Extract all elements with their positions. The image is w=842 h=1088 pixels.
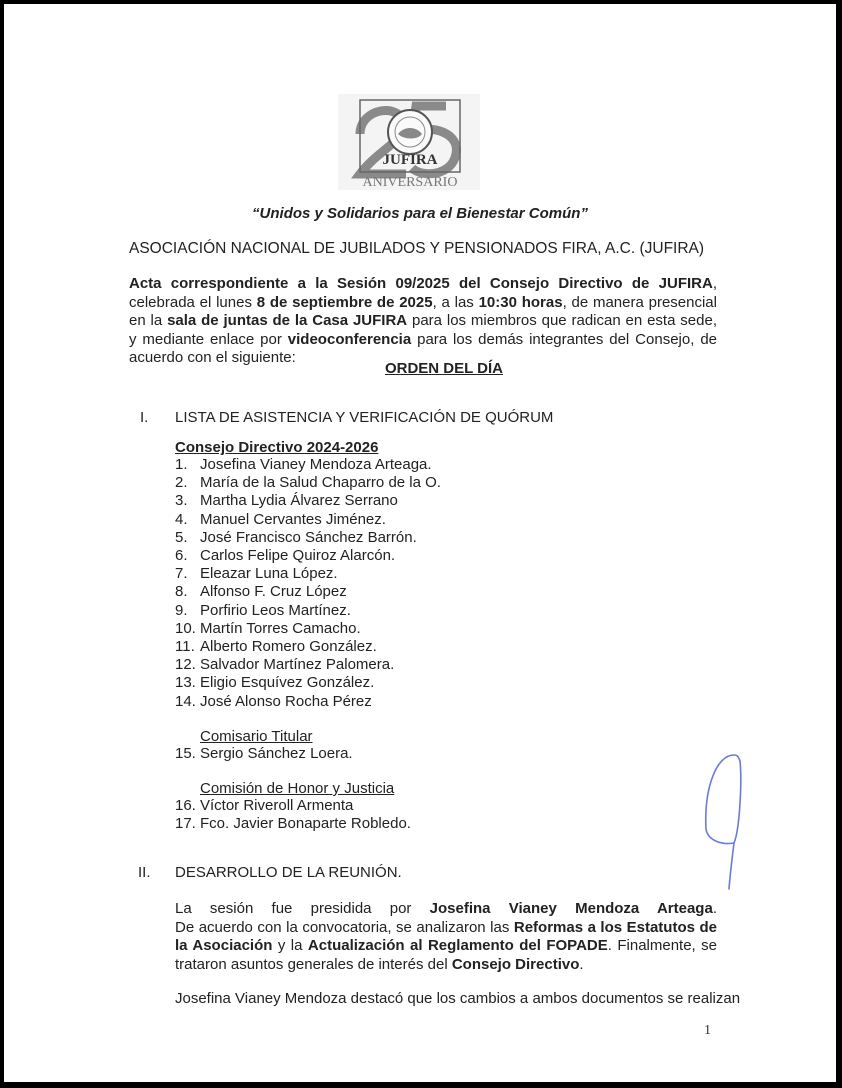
logo-subtitle: ANIVERSARIO bbox=[362, 175, 458, 190]
intro-text-8: para los miembros que radican en esta sede, y mediante enlace por bbox=[129, 312, 717, 348]
member-name: María de la Salud Chaparro de la O. bbox=[200, 474, 441, 492]
section-1-number: I. bbox=[140, 409, 149, 426]
member-name: Eleazar Luna López. bbox=[200, 565, 338, 583]
member-name: Salvador Martínez Palomera. bbox=[200, 656, 395, 674]
list-item-number: 4. bbox=[175, 510, 188, 528]
list-item bbox=[175, 638, 441, 656]
intro-paragraph bbox=[129, 275, 717, 368]
list-item-number: 17. bbox=[175, 815, 196, 833]
list-item bbox=[175, 674, 441, 692]
list-item-number: 11. bbox=[175, 638, 195, 656]
honor-heading: Comisión de Honor y Justicia bbox=[200, 780, 395, 797]
agenda-title: ORDEN DEL DÍA bbox=[384, 360, 504, 377]
fopade-update: Actualización al Reglamento del FOPADE bbox=[307, 937, 608, 954]
member-name: Víctor Riveroll Armenta bbox=[200, 797, 354, 814]
member-name: Sergio Sánchez Loera. bbox=[200, 745, 353, 762]
list-item bbox=[175, 583, 441, 601]
list-item bbox=[175, 529, 441, 547]
president-name: Josefina Vianey Mendoza Arteaga bbox=[429, 900, 713, 917]
list-item-number: 3. bbox=[175, 492, 188, 510]
list-item-number: 1. bbox=[175, 456, 188, 473]
para-text: La sesión fue presidida por bbox=[175, 900, 430, 917]
list-item bbox=[175, 474, 441, 492]
member-name: Alberto Romero González. bbox=[200, 638, 377, 656]
continuation-paragraph: Josefina Vianey Mendoza destacó que los cambios a ambos documentos se realizan bbox=[175, 990, 741, 1007]
handwritten-signature bbox=[694, 749, 774, 899]
intro-videoconference: videoconferencia bbox=[287, 330, 412, 348]
list-item bbox=[175, 815, 411, 833]
intro-text-2: , celebrada el lunes bbox=[129, 275, 717, 311]
section-2-number: II. bbox=[138, 864, 151, 881]
list-item-number: 10. bbox=[175, 619, 196, 637]
list-item-number: 16. bbox=[175, 797, 196, 814]
intro-text-4: , a las bbox=[432, 293, 479, 311]
list-item bbox=[175, 547, 441, 565]
member-name: Josefina Vianey Mendoza Arteaga. bbox=[200, 456, 432, 473]
member-name: Porfirio Leos Martínez. bbox=[200, 601, 351, 619]
para-text: y la bbox=[272, 937, 308, 954]
list-item bbox=[175, 565, 441, 583]
member-name: Martín Torres Camacho. bbox=[200, 619, 361, 637]
list-item-number: 7. bbox=[175, 565, 188, 583]
list-item-number: 5. bbox=[175, 528, 188, 546]
list-item-number: 8. bbox=[175, 583, 188, 601]
para-text: . bbox=[579, 955, 584, 973]
organization-name: ASOCIACIÓN NACIONAL DE JUBILADOS Y PENSIONADOS FIRA, A.C. (JUFIRA) bbox=[129, 240, 705, 257]
list-item-number: 14. bbox=[175, 692, 196, 710]
member-name: Martha Lydia Álvarez Serrano bbox=[200, 492, 398, 510]
intro-text-6: , de manera presencial en la bbox=[129, 293, 717, 329]
member-name: Carlos Felipe Quiroz Alarcón. bbox=[200, 547, 396, 565]
board-member-list bbox=[175, 456, 441, 711]
list-item-number: 9. bbox=[175, 601, 188, 619]
list-item bbox=[175, 456, 441, 474]
list-item bbox=[175, 620, 441, 638]
list-item bbox=[175, 511, 441, 529]
list-item-number: 15. bbox=[175, 745, 196, 762]
list-item bbox=[175, 602, 441, 620]
list-item-number: 13. bbox=[175, 674, 196, 692]
motto: “Unidos y Solidarios para el Bienestar Común” bbox=[252, 205, 588, 222]
list-item bbox=[175, 492, 441, 510]
para-text: . bbox=[712, 900, 717, 917]
honor-commission-list bbox=[175, 797, 411, 833]
intro-text-1: Acta correspondiente a la Sesión 09/2025 del Consejo Directivo de JUFIRA bbox=[129, 275, 713, 292]
intro-text-10: para los demás integrantes del Consejo, de acuerdo con el siguiente: bbox=[129, 330, 717, 366]
list-item bbox=[175, 656, 441, 674]
document-page bbox=[4, 4, 836, 1082]
logo-graphic bbox=[338, 94, 480, 190]
para-line-1 bbox=[175, 900, 717, 919]
list-item-number: 2. bbox=[175, 474, 188, 492]
section-2-title: DESARROLLO DE LA REUNIÓN. bbox=[175, 864, 402, 881]
member-name: Manuel Cervantes Jiménez. bbox=[200, 510, 386, 528]
list-item bbox=[175, 745, 353, 763]
list-item-number: 12. bbox=[175, 656, 196, 674]
board-heading: Consejo Directivo 2024-2026 bbox=[175, 439, 379, 456]
member-name: Alfonso F. Cruz López bbox=[200, 583, 347, 601]
list-item bbox=[175, 693, 441, 711]
commissioner-list bbox=[175, 745, 353, 763]
meeting-development-paragraph bbox=[175, 900, 717, 974]
intro-venue: sala de juntas de la Casa JUFIRA bbox=[167, 312, 408, 329]
intro-time: 10:30 horas bbox=[478, 293, 563, 311]
commissioner-heading: Comisario Titular bbox=[200, 728, 313, 745]
member-name: Fco. Javier Bonaparte Robledo. bbox=[200, 815, 411, 833]
logo-name: JUFIRA bbox=[382, 152, 438, 168]
member-name: José Alonso Rocha Pérez bbox=[200, 692, 372, 710]
list-item-number: 6. bbox=[175, 547, 188, 565]
para-text: . Finalmente, se trataron asuntos generales de interés del bbox=[175, 937, 717, 973]
board-reference: Consejo Directivo bbox=[451, 955, 580, 973]
page-number: 1 bbox=[704, 1023, 711, 1038]
statute-reforms: Reformas a los Estatutos de la Asociación bbox=[175, 918, 717, 954]
para-text: De acuerdo con la convocatoria, se analizaron las bbox=[175, 918, 514, 936]
list-item bbox=[175, 797, 411, 815]
member-name: José Francisco Sánchez Barrón. bbox=[200, 528, 417, 546]
jufira-25-anniversary-logo bbox=[338, 94, 480, 190]
intro-date: 8 de septiembre de 2025 bbox=[256, 293, 433, 311]
member-name: Eligio Esquívez González. bbox=[200, 674, 375, 692]
section-1-title: LISTA DE ASISTENCIA Y VERIFICACIÓN DE QUÓRUM bbox=[175, 409, 554, 426]
